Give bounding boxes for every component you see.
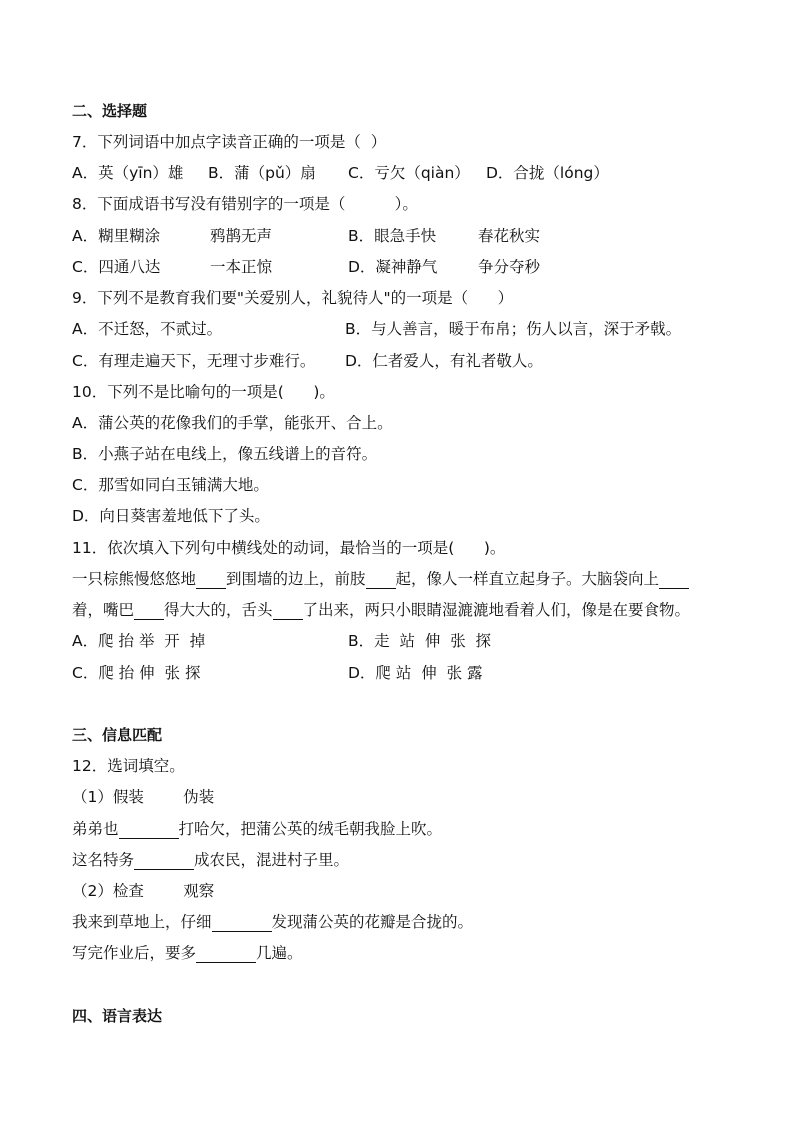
q8-option-c-word2: 一本正惊 [210,258,273,276]
q11-text-2: 到围墙的边上，前肢 [226,570,366,588]
q11-blank-1[interactable] [196,572,226,589]
q9-option-a: A．不迁怒，不贰过。 [72,320,223,338]
q8-option-a-word2: 鸦鹊无声 [210,227,273,245]
q8-option-d: D．凝神静气 [348,258,438,276]
section-title-expression: 四、语言表达 [72,1007,163,1025]
q12-g1s2-blank[interactable] [134,853,194,870]
q8-option-b-word2: 春花秋实 [478,227,541,245]
question-8-stem: 8．下面成语书写没有错别字的一项是（ ）。 [72,195,418,213]
q12-g1s1-text-a: 弟弟也 [72,820,119,838]
q11-blank-3[interactable] [659,572,689,589]
q12-g1s1-blank[interactable] [119,822,179,839]
q12-g1-sentence-1 [72,819,442,839]
q8-option-c: C．四通八达 [72,258,161,276]
q9-option-d: D．仁者爱人，有礼者敬人。 [345,352,543,370]
q11-option-b: B．走 站 伸 张 探 [348,632,492,650]
q8-option-a: A．糊里糊涂 [72,227,161,245]
q12-g1s2-text-a: 这名特务 [72,851,135,869]
q9-option-b: B．与人善言，暖于布帛；伤人以言，深于矛戟。 [345,320,682,338]
section-title-matching: 三、信息匹配 [72,726,163,744]
q12-g1s2-text-b: 成农民，混进村子里。 [194,851,350,869]
q11-text-4: 着，嘴巴 [72,601,135,619]
q10-option-c: C．那雪如同白玉铺满大地。 [72,476,269,494]
q11-option-c: C．爬 抬 伸 张 探 [72,664,201,682]
q12-group-1-words: （1）假装 伪装 [72,788,215,806]
q7-option-b: B．蒲（pǔ）扇 [208,164,316,182]
question-7-stem: 7．下列词语中加点字读音正确的一项是（ ） [72,133,387,151]
q11-text-6: 了出来，两只小眼睛湿漉漉地看着人们，像是在要食物。 [302,601,691,619]
q8-option-d-word2: 争分夺秒 [478,258,541,276]
q12-g2s2-text-a: 写完作业后，要多 [72,944,197,962]
q12-g2s2-blank[interactable] [196,946,256,963]
q12-g2-sentence-2 [72,943,303,963]
q7-option-a: A．英（yīn）雄 [72,164,184,182]
q11-text-3: 起，像人一样直立起身子。大脑袋向上 [395,570,660,588]
q12-g2-sentence-1 [72,912,473,932]
q10-option-a: A．蒲公英的花像我们的手掌，能张开、合上。 [72,414,393,432]
q12-group-2-words: （2）检查 观察 [72,882,215,900]
q7-option-d: D．合拢（lóng） [486,164,609,182]
q7-option-c: C．亏欠（qiàn） [348,164,470,182]
question-12-stem: 12．选词填空。 [72,757,185,775]
q12-g1-sentence-2 [72,850,349,870]
q11-blank-4[interactable] [134,603,164,620]
q11-option-d: D．爬 站 伸 张 露 [348,664,483,682]
q12-g2s1-blank[interactable] [212,915,272,932]
q11-text-5: 得大大的，舌头 [164,601,273,619]
q12-g2s1-text-b: 发现蒲公英的花瓣是合拢的。 [271,913,474,931]
q11-blank-5[interactable] [273,603,303,620]
question-10-stem: 10．下列不是比喻句的一项是( )。 [72,383,335,401]
q10-option-d: D．向日葵害羞地低下了头。 [72,507,270,525]
q12-g2s1-text-a: 我来到草地上，仔细 [72,913,212,931]
q8-option-b: B．眼急手快 [348,227,437,245]
q9-option-c: C．有理走遍天下，无理寸步难行。 [72,352,316,370]
q11-passage-line-1 [72,569,689,589]
section-title-choice: 二、选择题 [72,102,148,120]
question-9-stem: 9．下列不是教育我们要"关爱别人，礼貌待人"的一项是（ ） [72,289,514,307]
q11-option-a: A．爬 抬 举 开 掉 [72,632,206,650]
q12-g1s1-text-b: 打哈欠，把蒲公英的绒毛朝我脸上吹。 [178,820,443,838]
q11-passage-line-2 [72,600,690,620]
question-11-stem: 11．依次填入下列句中横线处的动词，最恰当的一项是( )。 [72,539,506,557]
q11-blank-2[interactable] [366,572,396,589]
q12-g2s2-text-b: 几遍。 [256,944,303,962]
q11-text-1: 一只棕熊慢悠悠地 [72,570,197,588]
q10-option-b: B．小燕子站在电线上，像五线谱上的音符。 [72,445,378,463]
